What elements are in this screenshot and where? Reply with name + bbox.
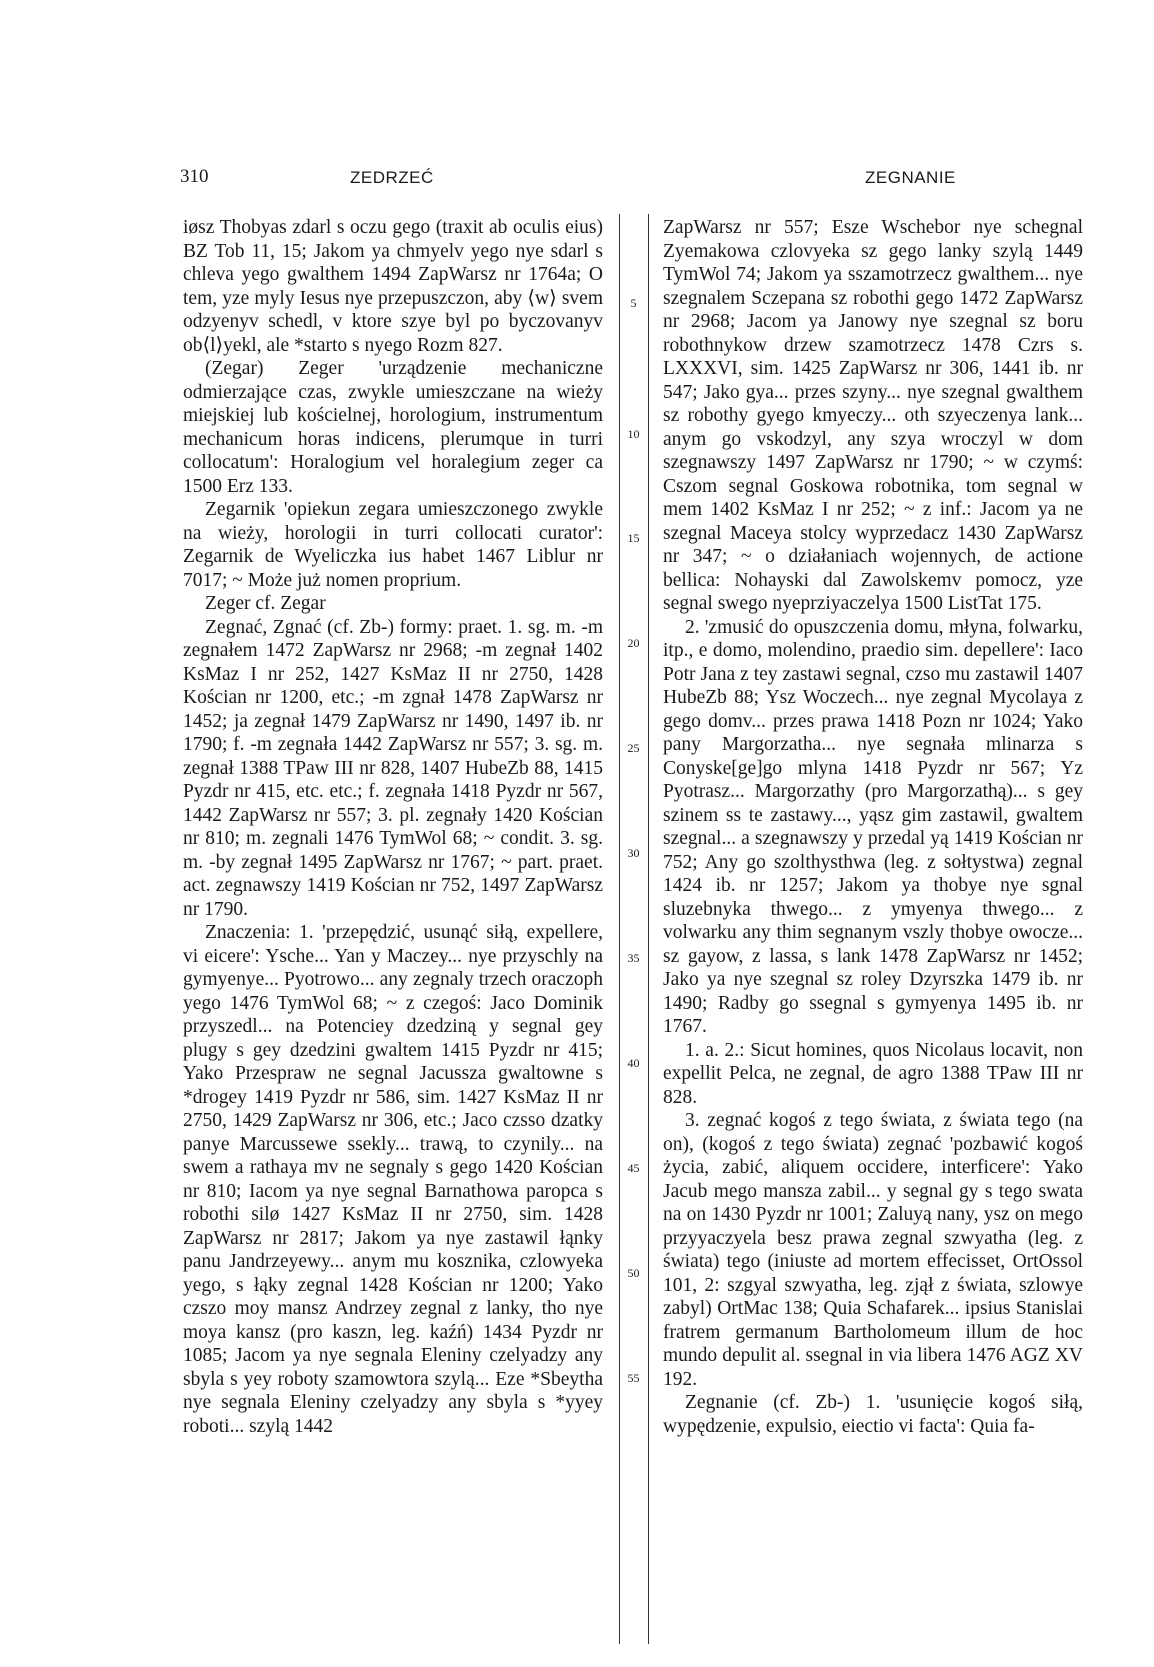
right-column (663, 216, 1083, 1636)
left-column (183, 216, 603, 1636)
running-header (0, 166, 1154, 196)
column-rule-right (648, 214, 649, 1644)
line-number: 35 (627, 951, 640, 965)
entry-paragraph: Zegnać, Zgnać (cf. Zb-) formy: praet. 1. sg. m. -m zegnałem 1472 ZapWarsz nr 2968; -m zegnał 1402 KsMaz I nr 252, 1427 KsMaz II nr 2750, 1428 Kościan nr 1200, etc.; -m zgnał 1478 ZapWarsz nr 1452; ja zegnał 1479 ZapWarsz nr 1490, 1497 ib. nr 1790; f. -m zegnała 1442 ZapWarsz nr 557; 3. sg. m. zegnał 1388 TPaw III nr 828, 1407 HubeZb 88, 1415 Pyzdr nr 415, etc. etc.; f. zegnała 1418 Pyzdr nr 567, 1442 ZapWarsz nr 557; 3. pl. zegnały 1420 Kościan nr 810; m. zegnali 1476 TymWol 68; ~ condit. 3. sg. m. -by zegnał 1495 ZapWarsz nr 1767; ~ part. praet. act. zegnawszy 1419 Kościan nr 752, 1497 ZapWarsz nr 1790. (183, 616, 603, 920)
entry-paragraph: Zeger cf. Zegar (205, 593, 326, 614)
entry-paragraph: Zegarnik 'opiekun zegara umieszczonego zwykle na wieży, horologii in turri collocati curator': Zegarnik de Wyeliczka ius habet 1467 Liblur nr 7017; ~ Może już nomen proprium. (183, 499, 603, 591)
line-number: 55 (627, 1371, 640, 1385)
page-number: 310 (180, 166, 209, 187)
line-number: 45 (627, 1161, 640, 1175)
line-number: 30 (627, 846, 640, 860)
line-number: 40 (627, 1056, 640, 1070)
entry-paragraph: iøsz Thobyas zdarl s oczu gego (traxit ab oculis eius) BZ Tob 11, 15; Jakom ya chmyelv yego nye sdarl s chleva yego gwalthem 1494 ZapWarsz nr 1764a; O tem, yze myly Iesus nye przepuszczon, aby ⟨w⟩ svem odzyenyv schedl, v ktore szye byl po byczovanyv ob⟨l⟩yekl, ale *starto s nyego Rozm 827. (183, 217, 603, 356)
right-headword: ZEGNANIE (865, 168, 956, 187)
entry-paragraph: 3. zegnać kogoś z tego świata, z świata tego (na on), (kogoś z tego świata) zegnać 'pozbawić kogoś życia, zabić, aliquem occidere, interficere': Yako Jacub mego mansza zabil... y segnal gy s tego swata na on 1430 Pyzdr nr 1001; Zaluyą nany, ysz on mego przyyaczyela besz prawa zegnal szwyatha (leg. z świata) tego (iniuste ad mortem effecisset, OrtOssol 101, 2: szgyal szwyatha, leg. zjął z świata, szlowye zabyl) OrtMac 138; Quia Schafarek... ipsius Stanislai fratrem germanum Bartholomeum illum de hoc mundo depulit al. ssegnal in via libera 1476 AGZ XV 192. (663, 1110, 1083, 1390)
entry-paragraph: ZapWarsz nr 557; Esze Wschebor nye schegnal Zyemakowa czlovyeka sz gego lanky szylą 1449 TymWol 74; Jakom ya sszamotrzecz gwalthem... nye szegnalem Sczepana sz robothi gego 1472 ZapWarsz nr 2968; Jacom ya Janowy nye szegnal sz boru robothnykow drzew szamotrzecz 1478 Czrs s. LXXXVI, sim. 1425 ZapWarsz nr 306, 1441 ib. nr 547; Jako gya... przes szyny... nye szegnal gwalthem sz robothy gyego kmyeczy... oth szyeczenya lank... anym go vskodzyl, any szya wroczyl w dom szegnawszy 1497 ZapWarsz nr 1790; ~ w czymś: Cszom segnal Goskowa robotnika, tom segnal w mem 1402 KsMaz I nr 252; ~ z inf.: Jacom ya ne szegnal Maceya stolcy wyprzedacz 1430 ZapWarsz nr 347; ~ o działaniach wojennych, de actione bellica: Nohayski dal Zawolskemv pomocz, yze segnal swego nyeprziyaczelya 1500 ListTat 175. (663, 217, 1083, 614)
line-number: 25 (627, 741, 640, 755)
line-number: 10 (627, 427, 640, 441)
line-number: 15 (627, 531, 640, 545)
entry-paragraph: Znaczenia: 1. 'przepędzić, usunąć siłą, expellere, vi eicere': Ysche... Yan y Maczey... nye przyschly na gymyenye... Pyotrowo... any zegnaly trzech oraczoph yego 1476 TymWol 68; ~ z czegoś: Jaco Dominik przyszedl... na Potenciey dzedziną y segnal gey plugy s gey dzedzini gwaltem 1415 Pyzdr nr 415; Yako Przespraw ne segnal Jacussza gwaltowne s *drogey 1419 Pyzdr nr 586, sim. 1427 KsMaz II nr 2750, 1429 ZapWarsz nr 306, etc.; Jaco czsso dzatky panye Marcussewe ssekly... trawą, to czynily... na swem a rathaya mv ne segnaly s gego 1420 Kościan nr 810; Iacom ya nye segnal Barnathowa paropca s robothi silø 1427 KsMaz II nr 2750, sim. 1428 ZapWarsz nr 2817; Jakom ya nye zastawil łąnky panu Jandrzeyewy... anym mu kosznika, czlowyeka yego, s łąky zegnal 1428 Kościan nr 1200; Yako czszo moy mansz Andrzey zegnal z lanky, tho nye moya kansz (pro kaszn, leg. kaźń) 1434 Pyzdr nr 1085; Jacom ya nye segnala Eleniny czelyadzy any sbyla s yey roboty szamowtora szylą... Eze *Sbeytha nye segnala Eleniny czelyadzy any sbyla s *yyey roboti... szylą 1442 (183, 922, 603, 1437)
entry-paragraph: 2. 'zmusić do opuszczenia domu, młyna, folwarku, itp., e domo, molendino, praedio sim. depellere': Iaco Potr Jana z tey zastawi segnal, czso mu zastawil 1407 HubeZb 88; Ysz Woczech... nye zegnal Mycolaya z gego domv... przes prawa 1418 Pozn nr 1024; Yako pany Margorzatha... nye segnała mlinarza s Conyske[ge]go mlyna 1418 Pyzdr nr 567; Yz Pyotrasz... Margorzathy (pro Margorzathą)... s gey szinem ss te zastawy..., yąsz gim zastawil, gwaltem szegnal... a szegnawszy y przedal yą 1419 Kościan nr 752; Any go szolthysthwa (leg. z sołtystwa) zegnal 1424 ib. nr 1257; Jakom ya thobye nye sgnal sluzebnyka thwego... z ymyenya thwego... z volwarku any thim segnanym vszly thobye owocze... sz gayow, z lassa, s lank 1478 ZapWarsz nr 1452; Jako ya nye szegnal sz roley Dzyrszka 1479 ib. nr 1490; Radby go ssegnal s gymyenya 1495 ib. nr 1767. (663, 616, 1083, 1037)
entry-paragraph: 1. a. 2.: Sicut homines, quos Nicolaus locavit, non expellit Pelca, ne zegnal, de agro 1388 TPaw III nr 828. (663, 1039, 1083, 1108)
line-number: 5 (630, 296, 637, 310)
line-number: 50 (627, 1266, 640, 1280)
left-headword: ZEDRZEĆ (350, 168, 434, 187)
entry-paragraph: (Zegar) Zeger 'urządzenie mechaniczne odmierzające czas, zwykle umieszczane na wieży miejskiej lub kościelnej, horologium, instrumentum mechanicum horas indicens, plerumque in turri collocatum': Horalogium vel horalegium zeger ca 1500 Erz 133. (183, 358, 603, 497)
line-number: 20 (627, 636, 640, 650)
entry-paragraph: Zegnanie (cf. Zb-) 1. 'usunięcie kogoś siłą, wypędzenie, expulsio, eiectio vi facta': Quia fa- (663, 1392, 1083, 1437)
